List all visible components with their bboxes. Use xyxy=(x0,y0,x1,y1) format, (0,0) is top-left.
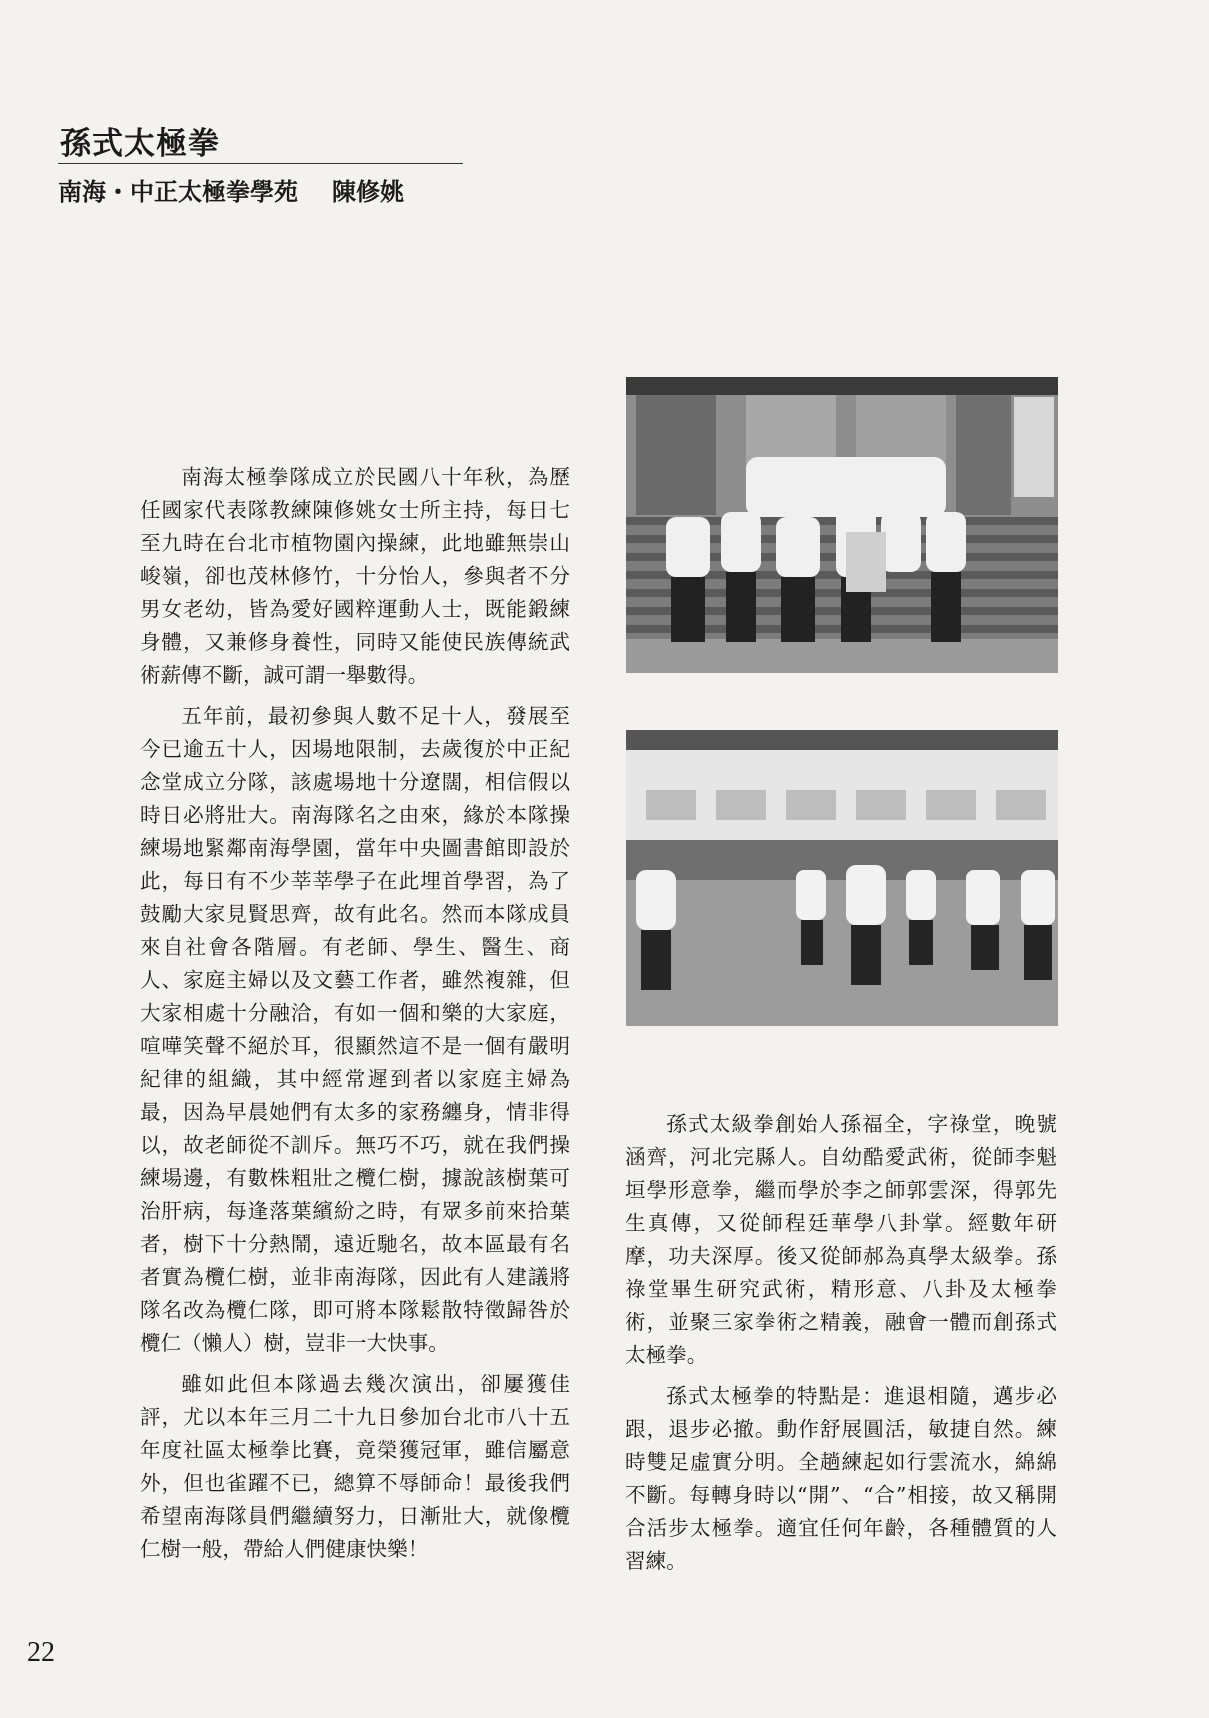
organization-name: 南海・中正太極拳學苑 xyxy=(58,177,298,206)
team-group-photo xyxy=(626,377,1058,673)
left-text-column xyxy=(140,461,570,1574)
page-number: 22 xyxy=(27,1637,55,1668)
paragraph: 孫式太極拳的特點是：進退相隨，邁步必跟，退步必撤。動作舒展圓活，敏捷自然。練時雙足虛實分明。全趟練起如行雲流水，綿綿不斷。每轉身時以“開”、“合”相接，故又稱開合活步太極拳。適宜任何年齡，各種體質的人習練。 xyxy=(625,1384,1057,1573)
article-title: 孫式太極拳 xyxy=(60,126,220,162)
title-underline xyxy=(58,163,463,164)
practice-hall-photo xyxy=(626,730,1058,1026)
paragraph: 孫式太級拳創始人孫福全，字祿堂，晚號涵齊，河北完縣人。自幼酷愛武術，從師李魁垣學形意拳，繼而學於李之師郭雲深，得郭先生真傳，又從師程廷華學八卦掌。經數年研摩，功夫深厚。後又從師郝為真學太級拳。孫祿堂畢生研究武術，精形意、八卦及太極拳術，並聚三家拳術之精義，融會一體而創孫式太極拳。 xyxy=(625,1112,1057,1367)
author-name: 陳修姚 xyxy=(332,177,404,206)
paragraph: 南海太極拳隊成立於民國八十年秋，為歷任國家代表隊教練陳修姚女士所主持，每日七至九時在台北市植物園內操練，此地雖無崇山峻嶺，卻也茂林修竹，十分怡人，參與者不分男女老幼，皆為愛好國粹運動人士，既能鍛練身體，又兼修身養性，同時又能使民族傳統武術薪傳不斷，誠可謂一舉數得。 xyxy=(140,465,570,687)
paragraph: 五年前，最初參與人數不足十人，發展至今已逾五十人，因場地限制，去歲復於中正紀念堂成立分隊，該處場地十分遼闊，相信假以時日必將壯大。南海隊名之由來，緣於本隊操練場地緊鄰南海學園，當年中央圖書館即設於此，每日有不少莘莘學子在此埋首學習，為了鼓勵大家見賢思齊，故有此名。然而本隊成員來自社會各階層。有老師、學生、醫生、商人、家庭主婦以及文藝工作者，雖然複雜，但大家相處十分融洽，有如一個和樂的大家庭，喧嘩笑聲不絕於耳，很顯然這不是一個有嚴明紀律的組織，其中經常遲到者以家庭主婦為最，因為早晨她們有太多的家務纏身，情非得以，故老師從不訓斥。無巧不巧，就在我們操練場邊，有數株粗壯之欖仁樹，據說該樹葉可治肝病，每逢落葉繽紛之時，有眾多前來拾葉者，樹下十分熱鬧，遠近馳名，故本區最有名者實為欖仁樹，並非南海隊，因此有人建議將隊名改為欖仁隊，即可將本隊鬆散特徵歸咎於欖仁（懶人）樹，豈非一大快事。 xyxy=(140,704,570,1355)
right-text-column xyxy=(625,1108,1057,1586)
article-byline xyxy=(58,172,404,207)
paragraph: 雖如此但本隊過去幾次演出，卻屢獲佳評，尤以本年三月二十九日參加台北市八十五年度社區太極拳比賽，竟榮獲冠軍，雖信屬意外，但也雀躍不已，總算不辱師命！最後我們希望南海隊員們繼續努力，日漸壯大，就像欖仁樹一般，帶給人們健康快樂！ xyxy=(140,1372,570,1561)
